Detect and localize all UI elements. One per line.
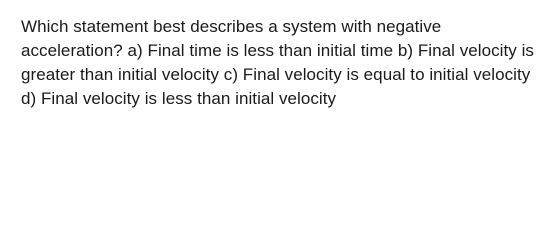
question-text: Which statement best describes a system with negative acceleration? a) Final time is less than initial time b) Final velocity is greater than initial velocity c) Final velocity is equal to initial velocity d) Final velocity is less than initial velocity [21, 17, 534, 108]
